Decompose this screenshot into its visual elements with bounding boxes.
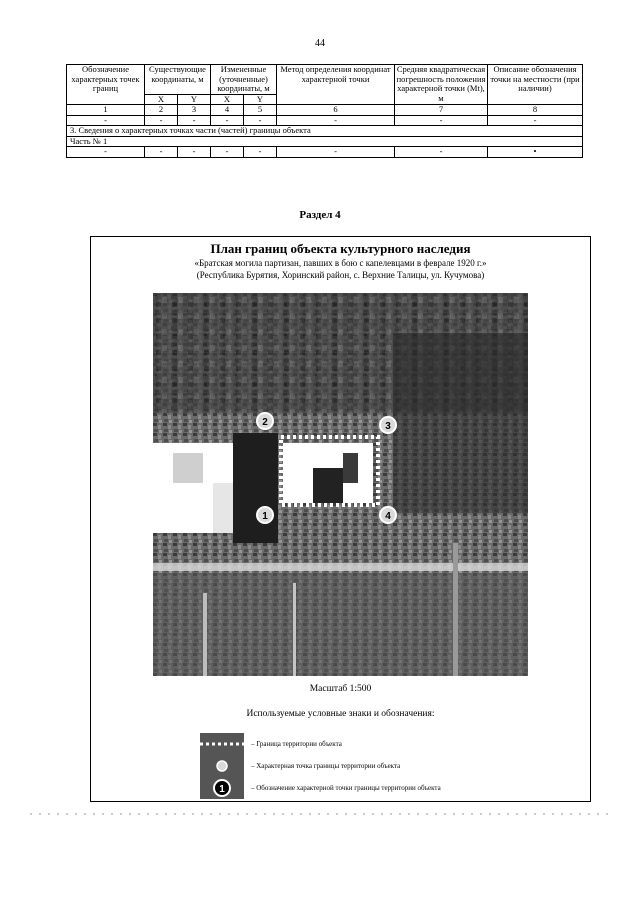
part-heading-cell: Часть № 1 xyxy=(67,136,583,147)
table-cell: - xyxy=(67,115,145,126)
point-label-4: 4 xyxy=(385,511,391,522)
table-cell: - xyxy=(395,115,488,126)
header-description: Описание обозначения точки на местности (при наличии) xyxy=(488,65,583,105)
legend-item-boundary: – Граница территории объекта xyxy=(251,740,342,748)
coordinates-table xyxy=(66,64,583,158)
point-label-swatch xyxy=(200,777,244,799)
table-row xyxy=(67,115,583,126)
table-cell: - xyxy=(277,115,395,126)
table-cell: - xyxy=(395,147,488,158)
header-changed-coords: Измененные (уточненные) координаты, м xyxy=(211,65,277,95)
plan-location: (Республика Бурятия, Хоринский район, с. Верхние Талицы, ул. Кучумова) xyxy=(196,270,485,280)
page-number: 44 xyxy=(315,38,325,49)
header-accuracy: Средняя квадратическая погрешность положения характерной точки (Mt), м xyxy=(395,65,488,105)
table-cell: - xyxy=(178,115,211,126)
table-cell: 4 xyxy=(211,105,244,116)
header-designation: Обозначение характерных точек границ xyxy=(67,65,145,105)
table-cell: 3 xyxy=(178,105,211,116)
section-title: Раздел 4 xyxy=(299,209,341,221)
table-row xyxy=(67,147,583,158)
point-label-1: 1 xyxy=(262,511,268,522)
table-cell: - xyxy=(244,115,277,126)
table-cell: - xyxy=(145,147,178,158)
table-cell: 2 xyxy=(145,105,178,116)
legend-marker: 1 xyxy=(219,784,225,795)
legend-item-point: – Характерная точка границы территории объекта xyxy=(251,762,401,770)
table-cell: - xyxy=(67,147,145,158)
scale-label: Масштаб 1:500 xyxy=(309,684,372,694)
header-x: X xyxy=(211,94,244,105)
table-cell: 7 xyxy=(395,105,488,116)
point-label-2: 2 xyxy=(262,417,268,428)
table-header-row xyxy=(67,65,583,95)
scan-artifact xyxy=(30,812,610,816)
point-label-3: 3 xyxy=(385,421,391,432)
header-existing-coords: Существующие координаты, м xyxy=(145,65,211,95)
point-swatch xyxy=(200,755,244,777)
table-cell: 8 xyxy=(488,105,583,116)
table-cell: - xyxy=(244,147,277,158)
section-heading-cell: 3. Сведения о характерных точках части (частей) границы объекта xyxy=(67,126,583,137)
table-cell: - xyxy=(211,147,244,158)
boundary-swatch xyxy=(200,733,244,755)
table-cell: - xyxy=(145,115,178,126)
table-number-row xyxy=(67,105,583,116)
table-cell: - xyxy=(211,115,244,126)
plan-title: План границ объекта культурного наследия xyxy=(210,241,471,256)
plan-frame xyxy=(90,236,591,802)
header-y: Y xyxy=(244,94,277,105)
table-cell: • xyxy=(488,147,583,158)
header-x: X xyxy=(145,94,178,105)
table-cell: - xyxy=(488,115,583,126)
table-section-row xyxy=(67,126,583,137)
satellite-image xyxy=(153,293,528,676)
table-cell: - xyxy=(277,147,395,158)
header-y: Y xyxy=(178,94,211,105)
table-part-row xyxy=(67,136,583,147)
table-cell: 6 xyxy=(277,105,395,116)
table-cell: - xyxy=(178,147,211,158)
header-method: Метод определения координат характерной точки xyxy=(277,65,395,105)
legend-title: Используемые условные знаки и обозначения: xyxy=(246,709,435,719)
legend-item-point-label: – Обозначение характерной точки границы территории объекта xyxy=(251,784,441,792)
plan-subtitle: «Братская могила партизан, павших в бою с капелевцами в феврале 1920 г.» xyxy=(194,258,487,268)
table-cell: 1 xyxy=(67,105,145,116)
table-cell: 5 xyxy=(244,105,277,116)
